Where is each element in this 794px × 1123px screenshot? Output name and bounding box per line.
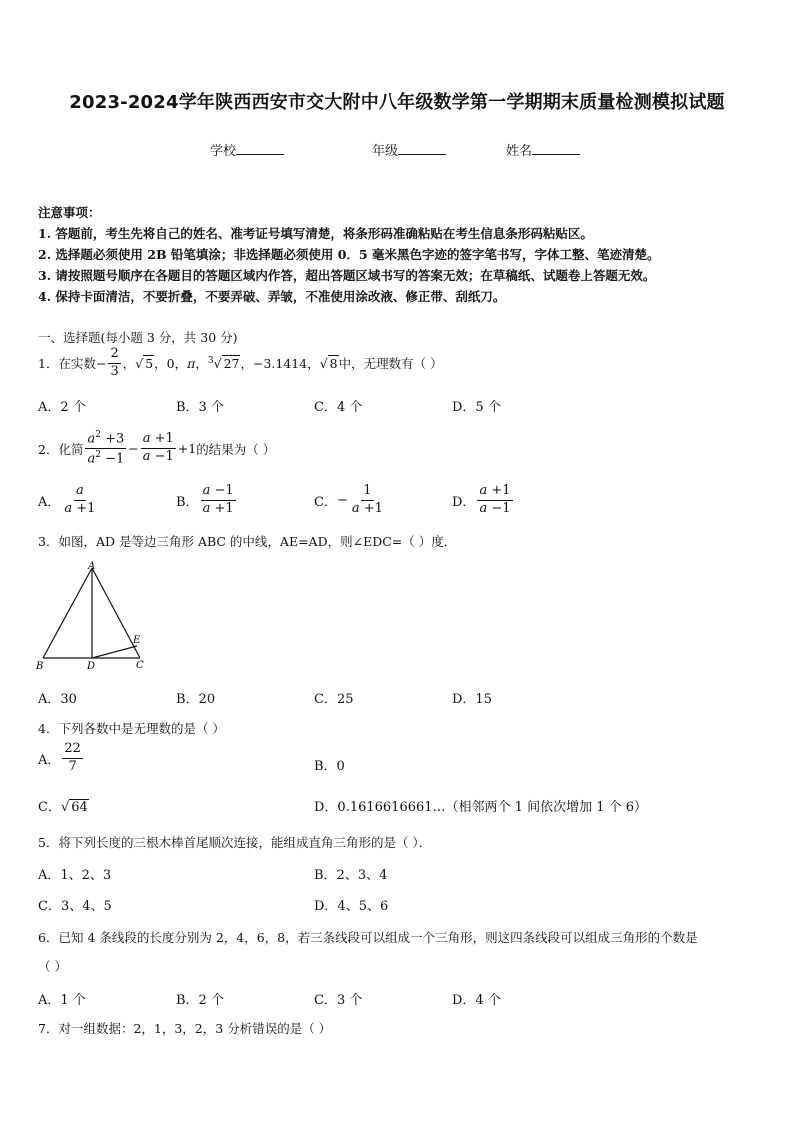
q1-sqrt5: 5 [145, 356, 154, 372]
q5-option-d[interactable]: D．4、5、6 [314, 899, 389, 914]
question-1: 1．在实数 − $\frac{2}{3}$ ，√ 5 ，0，π， $^3$√ 27 ，−3.1414，√ 8 中，无理数有（ ） [38, 346, 443, 379]
q2-option-b[interactable]: B． $\frac{a -1}{a +1}$ [176, 483, 234, 516]
q6-option-a[interactable]: A．1 个 [38, 993, 86, 1008]
grade-field[interactable] [372, 140, 446, 159]
q2-option-d[interactable]: D． $\frac{a +1}{a -1}$ [452, 483, 511, 516]
q2-option-c-label: C． [314, 494, 337, 510]
q3-option-d[interactable]: D．15 [452, 692, 492, 707]
q3-option-b[interactable]: B．20 [176, 692, 216, 707]
q1-neg: −3.1414 [252, 356, 308, 372]
q1-zero: 0 [166, 356, 175, 372]
q1-suffix: 中，无理数有（ ） [338, 356, 443, 372]
school-label: 学校 [210, 144, 237, 159]
q5-option-b[interactable]: B．2、3、4 [314, 868, 388, 883]
q1-option-c[interactable]: C．4 个 [314, 400, 363, 415]
notes-heading: 注意事项： [38, 205, 101, 220]
q1-option-a[interactable]: A．2 个 [38, 400, 86, 415]
q1-sqrt8: 8 [329, 356, 338, 372]
q1-pi: π [187, 356, 196, 372]
question-2: 2．化简 $\frac{a^2 +3}{a^2 -1}$ − $\frac{a +1}{a -1}$ +1 的结果为（ ） [38, 430, 276, 467]
q2-fraction-1: $\frac{a^2 +3}{a^2 -1}$ [87, 430, 125, 467]
note-item: 2. 选择题必须使用 2B 铅笔填涂；非选择题必须使用 0．5 毫米黑色字迹的签字笔书写，字体工整、笔迹清楚。 [38, 247, 660, 262]
q4-option-a-label: A． [38, 752, 61, 768]
note-item: 1. 答题前，考生先将自己的姓名、准考证号填写清楚，将条形码准确粘贴在考生信息条形码粘贴区。 [38, 226, 593, 241]
q1-fraction: $\frac{2}{3}$ [110, 346, 119, 379]
exam-title: 2023-2024学年陕西西安市交大附中八年级数学第一学期期末质量检测模拟试题 [69, 92, 725, 113]
name-field[interactable] [506, 140, 580, 159]
q3-option-c[interactable]: C．25 [314, 692, 354, 707]
q4-c-radicand: 64 [71, 800, 88, 815]
question-5: 5．将下列长度的三根木棒首尾顺次连接，能组成直角三角形的是（ ）． [38, 835, 432, 850]
section-heading: 一、选择题(每小题 3 分，共 30 分) [38, 330, 238, 345]
side-ab [43, 568, 92, 658]
question-7: 7．对一组数据：2，1，3，2，3 分析错误的是（ ） [38, 1021, 332, 1036]
q4-option-c[interactable]: C．√ 64 [38, 800, 88, 815]
label-b: B [36, 661, 44, 672]
q1-cbrt-index: 3 [207, 356, 214, 367]
segment-de [92, 646, 137, 658]
q2-fraction-2: $\frac{a +1}{a -1}$ [142, 431, 174, 465]
q5-option-c[interactable]: C．3、4、5 [38, 899, 112, 914]
question-3: 3．如图，AD 是等边三角形 ABC 的中线，AE=AD，则∠EDC=（ ）度． [38, 534, 457, 549]
triangle-figure [34, 558, 154, 673]
q1-option-b[interactable]: B．3 个 [176, 400, 224, 415]
q2-suffix: 的结果为（ ） [196, 441, 276, 457]
label-e: E [133, 635, 141, 646]
q3-option-a[interactable]: A．30 [38, 692, 77, 707]
q2-option-b-label: B． [176, 494, 199, 510]
name-label: 姓名 [506, 144, 533, 159]
q1-cbrt27: 27 [223, 356, 240, 372]
school-field[interactable] [210, 140, 284, 159]
q2-option-d-label: D． [452, 494, 476, 510]
note-item: 4. 保持卡面清洁，不要折叠，不要弄破、弄皱，不准使用涂改液、修正带、刮纸刀。 [38, 289, 506, 304]
q2-prefix: 2．化简 [38, 441, 84, 457]
q6-option-b[interactable]: B．2 个 [176, 993, 224, 1008]
q6-option-d[interactable]: D．4 个 [452, 993, 501, 1008]
q4-option-c-label: C． [38, 800, 61, 815]
q4-option-a[interactable]: A． $\frac{22}{7}$ [38, 741, 81, 774]
q4-option-d[interactable]: D．0.1616616661…（相邻两个 1 间依次增加 1 个 6） [314, 800, 648, 815]
label-d: D [87, 661, 96, 672]
label-a: A [88, 561, 96, 572]
q2-option-a-label: A． [38, 494, 61, 510]
grade-label: 年级 [372, 144, 399, 159]
note-item: 3. 请按照题号顺序在各题目的答题区域内作答，超出答题区域书写的答案无效；在草稿纸、试题卷上答题无效。 [38, 268, 656, 283]
q4-option-b[interactable]: B．0 [314, 759, 345, 774]
question-6: 6．已知 4 条线段的长度分别为 2，4，6，8，若三条线段可以组成一个三角形，则这四条线段可以组成三角形的个数是 [38, 930, 698, 945]
q1-prefix: 1．在实数 [38, 356, 96, 372]
q6-option-c[interactable]: C．3 个 [314, 993, 363, 1008]
q5-option-a[interactable]: A．1、2、3 [38, 868, 112, 883]
label-c: C [136, 660, 144, 671]
q1-option-d[interactable]: D．5 个 [452, 400, 501, 415]
q2-option-a[interactable]: A． $\frac{a}{a +1}$ [38, 483, 96, 516]
question-4: 4．下列各数中是无理数的是（ ） [38, 721, 225, 736]
question-6-blank: （ ） [38, 959, 67, 974]
q2-option-c[interactable]: C． − $\frac{1}{a +1}$ [314, 483, 383, 516]
